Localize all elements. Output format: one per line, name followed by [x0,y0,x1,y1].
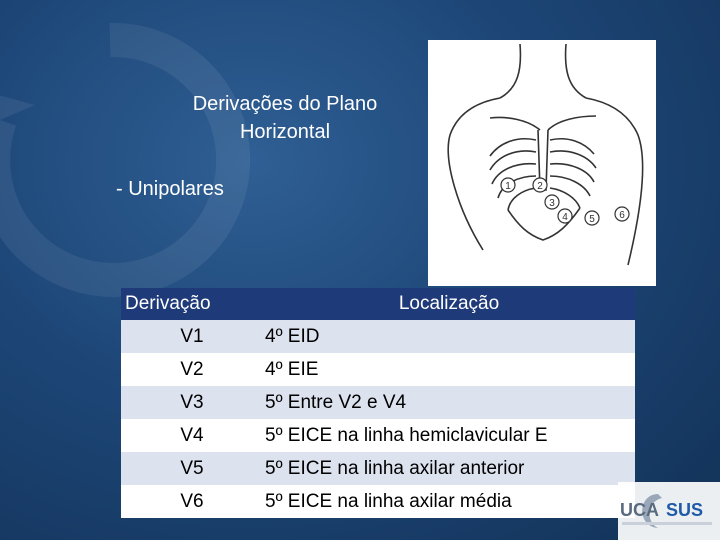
lead-marker-6-label: 6 [619,210,625,221]
header-derivacao: Derivação [121,288,263,320]
slide-title-line1: Derivações do Plano [192,93,378,115]
slide-title [150,90,420,146]
lead-marker-5-label: 5 [589,214,595,225]
cell-derivacao: V3 [121,386,263,419]
slide-title-line2: Horizontal [239,121,331,143]
cell-localizacao: 5º EICE na linha axilar média [263,485,635,518]
logo-text-suffix: SUS [666,500,704,520]
lead-marker-3-label: 3 [549,198,555,209]
table-row [121,320,635,353]
table-row [121,419,635,452]
lead-marker-1-label: 1 [505,181,511,192]
header-localizacao: Localização [263,288,635,320]
lead-marker-4-label: 4 [562,212,568,223]
table-header-row [121,288,635,320]
lead-marker-2-label: 2 [537,181,543,192]
cell-localizacao: 4º EIE [263,353,635,386]
cell-localizacao: 4º EID [263,320,635,353]
logo-text-prefix: UCA [620,500,659,520]
table-row [121,353,635,386]
cell-derivacao: V4 [121,419,263,452]
cell-derivacao: V2 [121,353,263,386]
table-row [121,452,635,485]
logo-graphic [618,482,720,540]
unasus-logo [618,482,720,540]
background-swirl-decoration [0,10,260,310]
chest-outline-drawing [428,40,656,286]
leads-table [121,288,635,518]
cell-localizacao: 5º EICE na linha axilar anterior [263,452,635,485]
cell-derivacao: V1 [121,320,263,353]
logo-tagline-bar [622,522,712,525]
cell-derivacao: V5 [121,452,263,485]
cell-localizacao: 5º Entre V2 e V4 [263,386,635,419]
cell-localizacao: 5º EICE na linha hemiclavicular E [263,419,635,452]
table-row [121,485,635,518]
table-row [121,386,635,419]
cell-derivacao: V6 [121,485,263,518]
slide-subtitle: - Unipolares [116,178,224,200]
chest-lead-diagram [428,40,656,286]
